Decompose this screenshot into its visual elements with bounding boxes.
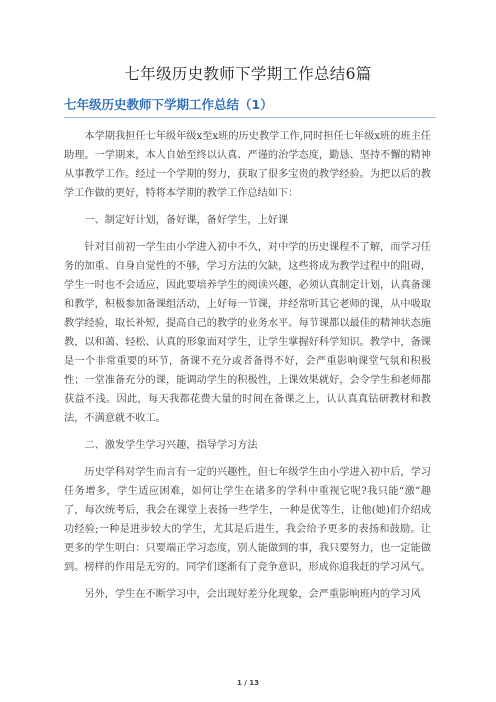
page-number: 1 / 13 xyxy=(236,679,260,687)
section-heading: 七年级历史教师下学期工作总结（1） xyxy=(64,97,436,118)
subheading-plan: 一、制定好计划，备好课，备好学生，上好课 xyxy=(84,215,289,226)
subheading-interest: 二、激发学生学习兴趣，指导学习方法 xyxy=(84,440,258,451)
plan-paragraph: 针对目前初一学生由小学进入初中不久，对中学的历史课程不了解，而学习任务的加重、自身自觉性的不够，学习方法的欠缺，这些将成为教学过程中的阻碍，学生一时也不会适应，因此要培养学生的阅读兴趣，必须认真制定计划，认真备课和教学，积极参加备课组活动，上好每一节课，并经常听其它老师的课，从中吸取教学经验，取长补短，提高自己的教学的业务水平。每节课都以最佳的精神状态施教，以和蔼、轻松、认真的形象面对学生，让学生掌握好科学知识。教学中，备课是一个非常重要的环节，备课不充分或者备得不好，会严重影响课堂气氛和积极性；一堂准备充分的课，能调动学生的积极性，上课效果就好，会令学生和老师都获益不浅。因此，每天我都花费大量的时间在备课之上，认认真真钻研教材和教法，不满意就不收工。 xyxy=(64,242,431,424)
document-body xyxy=(64,127,431,612)
intro-paragraph: 本学期我担任七年级年级x至x班的历史教学工作,同时担任七年级x班的班主任助理。一学期来，本人自始至终以认真、严谨的治学态度，勤恳、坚持不懈的精神从事教学工作。经过一个学期的努力，获取了很多宝贵的教学经验。为把以后的教学工作做的更好，特将本学期的教学工作总结如下： xyxy=(64,131,431,199)
continuation-paragraph: 另外，学生在不断学习中，会出现好差分化现象，会严重影响班内的学习风 xyxy=(84,589,421,600)
interest-paragraph: 历史学科对学生而言有一定的兴趣性，但七年级学生由小学进入初中后，学习任务增多，学生适应困难，如何让学生在诸多的学科中重视它呢?我只能“激”趣了，每次统考后，我会在课堂上表扬一些学生，一种是优等生，让他(她)们介绍成功经验;一种是进步较大的学生，尤其是后进生，我会给予更多的表扬和鼓励。让更多的学生明白：只要端正学习态度，别人能做到的事，我只要努力，也一定能做到。榜样的作用是无穷的。同学们逐渐有了竞争意识，形成你追我赶的学习风气。 xyxy=(64,467,431,573)
document-title: 七年级历史教师下学期工作总结6篇 xyxy=(124,65,372,83)
